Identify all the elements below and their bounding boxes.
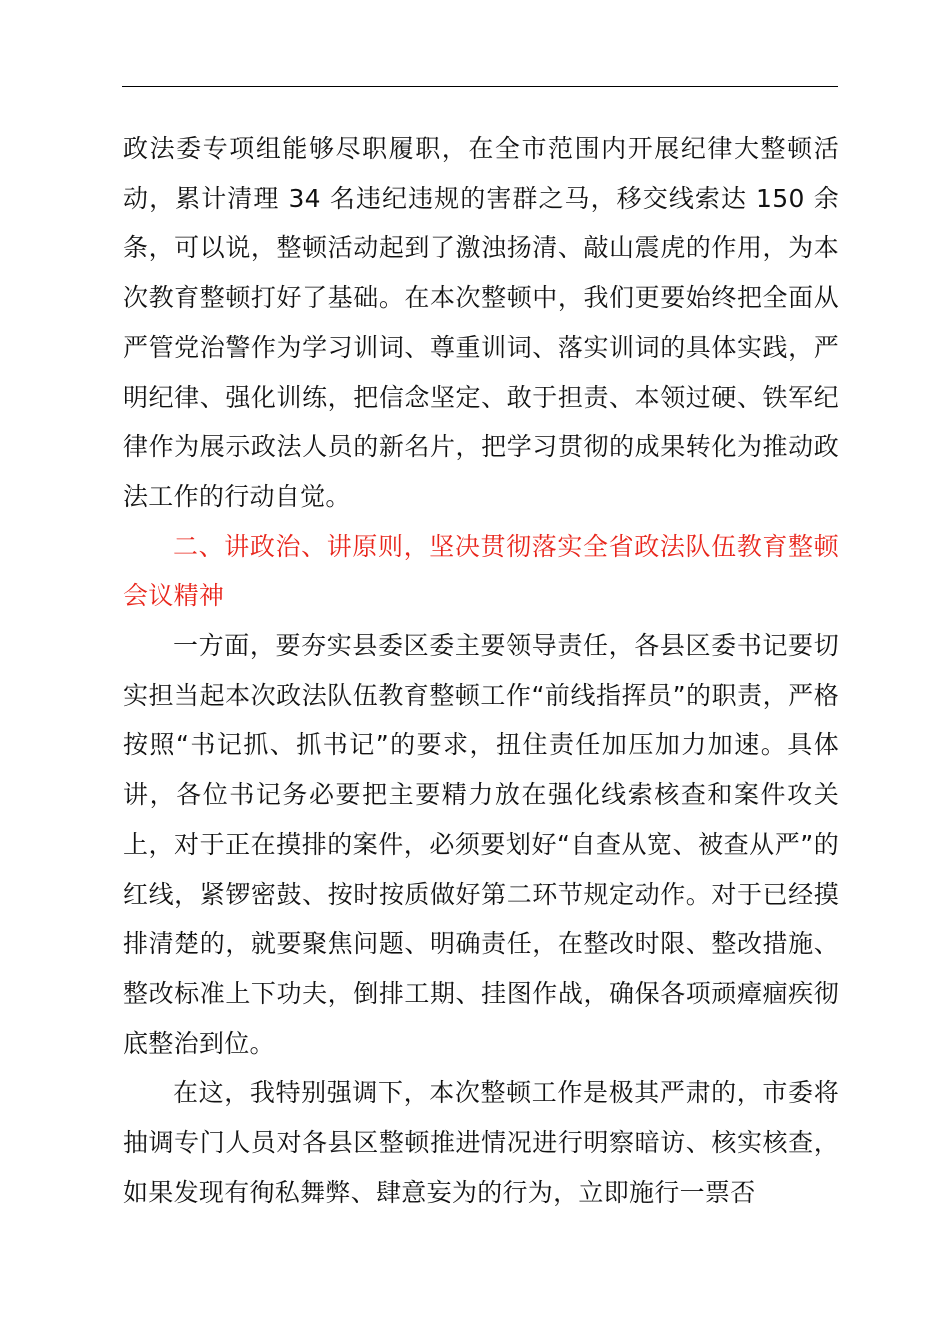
document-body <box>123 124 839 1217</box>
paragraph-1: 政法委专项组能够尽职履职，在全市范围内开展纪律大整顿活动，累计清理 34 名违纪违规的害群之马，移交线索达 150 余条，可以说，整顿活动起到了激浊扬清、敲山震虎的作用，为本次教育整顿打好了基础。在本次整顿中，我们更要始终把全面从严管党治警作为学习训词、尊重训词、落实训词的具体实践，严明纪律、强化训练，把信念坚定、敢于担责、本领过硬、铁军纪律作为展示政法人员的新名片，把学习贯彻的成果转化为推动政法工作的行动自觉。 <box>123 134 839 511</box>
paragraph-4: 在这，我特别强调下，本次整顿工作是极其严肃的，市委将抽调专门人员对各县区整顿推进情况进行明察暗访、核实核查，如果发现有徇私舞弊、肆意妄为的行为，立即施行一票否 <box>123 1078 839 1207</box>
section-heading-2: 二、讲政治、讲原则，坚决贯彻落实全省政法队伍教育整顿会议精神 <box>123 531 839 611</box>
header-rule <box>122 86 838 87</box>
paragraph-3: 一方面，要夯实县委区委主要领导责任，各县区委书记要切实担当起本次政法队伍教育整顿工作“前线指挥员”的职责，严格按照“书记抓、抓书记”的要求，扭住责任加压加力加速。具体讲，各位书记务必要把主要精力放在强化线索核查和案件攻关上，对于正在摸排的案件，必须要划好“自查从宽、被查从严”的红线，紧锣密鼓、按时按质做好第二环节规定动作。对于已经摸排清楚的，就要聚焦问题、明确责任，在整改时限、整改措施、整改标准上下功夫，倒排工期、挂图作战，确保各项顽瘴痼疾彻底整治到位。 <box>123 631 839 1058</box>
